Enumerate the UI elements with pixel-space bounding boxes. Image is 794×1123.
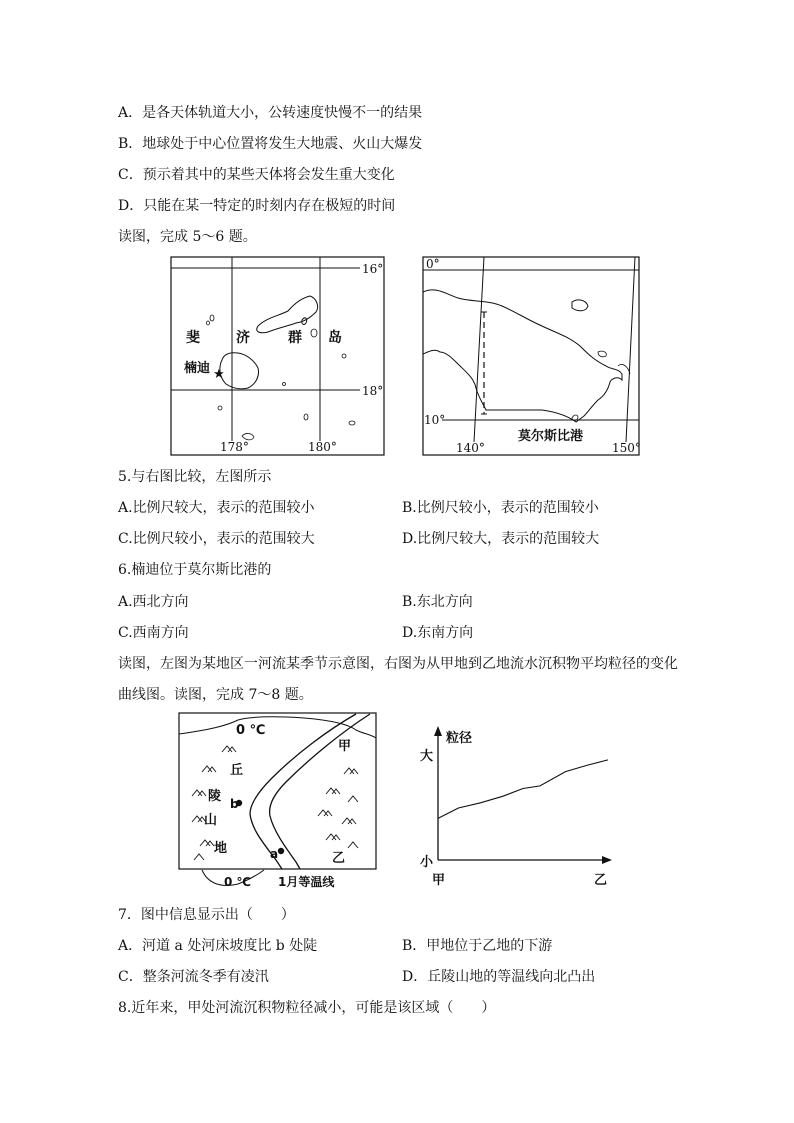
- port-label: 莫尔斯比港: [518, 429, 584, 444]
- lat-label-top: 16°: [362, 262, 384, 276]
- lon-label-right-right: 150°: [612, 441, 641, 455]
- q6-option-a: A.西北方向: [118, 594, 189, 610]
- point-a: [278, 848, 284, 854]
- y-axis-arrow: [434, 726, 442, 736]
- label-point-b: b: [230, 797, 239, 811]
- q5-stem: 5.与右图比较，左图所示: [118, 469, 272, 485]
- q7-option-d: D．丘陵山地的等温线向北凸出: [402, 969, 596, 985]
- star-icon: ★: [213, 367, 225, 382]
- lon-label-left-right: 140°: [456, 441, 485, 455]
- label-qun: 群: [288, 330, 302, 346]
- x-end-label: 乙: [594, 873, 608, 888]
- river-map: [178, 712, 378, 892]
- label-fei: 斐: [186, 330, 200, 346]
- fiji-map: [170, 256, 385, 456]
- isotherm-zero-bottom: 0 ℃: [224, 875, 252, 889]
- label-qiu: 丘: [230, 763, 244, 778]
- label-ji: 济: [236, 330, 250, 346]
- chart-axes: [434, 726, 612, 864]
- intro-5-6: 读图，完成 5～6 题。: [118, 229, 257, 245]
- label-ling: 陵: [208, 789, 222, 804]
- q6-stem: 6.楠迪位于莫尔斯比港的: [118, 562, 272, 578]
- lat-label-top-right: 0°: [426, 257, 440, 271]
- q5-option-c: C.比例尺较小，表示的范围较大: [118, 531, 315, 547]
- intro-7-8-line1: 读图，左图为某地区一河流某季节示意图，右图为从甲地到乙地流水沉积物平均粒径的变化: [118, 656, 678, 672]
- island-viti-levu: [220, 353, 259, 389]
- lat-label-bottom-right: 10°: [424, 413, 446, 427]
- grain-size-chart: [418, 720, 618, 890]
- city-nadi: 楠迪: [184, 361, 211, 376]
- label-point-a: a: [270, 847, 279, 861]
- q5-option-a: A.比例尺较大，表示的范围较小: [118, 500, 315, 516]
- q7-option-b: B．甲地位于乙地的下游: [402, 938, 553, 954]
- x-start-label: 甲: [432, 873, 446, 888]
- q5-option-d: D.比例尺较大，表示的范围较大: [402, 531, 600, 547]
- label-shan: 山: [204, 813, 218, 828]
- q7-stem: 7．图中信息显示出（ ）: [118, 907, 295, 923]
- lon-label-right: 180°: [308, 440, 337, 454]
- coastline-new-guinea: [423, 290, 622, 422]
- isotherm-zero-top: 0 ℃: [236, 723, 266, 738]
- label-jia: 甲: [338, 739, 352, 754]
- label-dao: 岛: [328, 330, 342, 346]
- river-bank-left: [250, 714, 356, 869]
- y-axis-label: 粒径: [446, 731, 473, 746]
- isotherm-label: 1月等温线: [278, 875, 335, 889]
- grain-size-line: [438, 760, 608, 819]
- label-di: 地: [214, 841, 228, 856]
- lon-label-left: 178°: [220, 440, 249, 454]
- label-yi: 乙: [332, 851, 346, 866]
- q7-option-c: C．整条河流冬季有凌汛: [118, 969, 269, 985]
- x-axis-arrow: [602, 856, 612, 864]
- q5-option-b: B.比例尺较小，表示的范围较小: [402, 500, 599, 516]
- q4-option-b: B．地球处于中心位置将发生大地震、火山大爆发: [118, 136, 423, 152]
- q6-option-d: D.东南方向: [402, 625, 474, 641]
- island-vanua-levu: [257, 296, 318, 333]
- png-map: [422, 256, 640, 456]
- q4-option-a: A．是各天体轨道大小，公转速度快慢不一的结果: [118, 105, 423, 121]
- q4-option-c: C．预示着其中的某些天体将会发生重大变化: [118, 167, 395, 183]
- q6-option-c: C.西南方向: [118, 625, 189, 641]
- q7-option-a: A．河道 a 处河床坡度比 b 处陡: [118, 938, 318, 954]
- q8-stem: 8.近年来，甲处河流沉积物粒径减小，可能是该区域（ ）: [118, 1000, 496, 1016]
- q6-option-b: B.东北方向: [402, 594, 473, 610]
- intro-7-8-line2: 曲线图。读图，完成 7～8 题。: [118, 687, 313, 703]
- lat-label-bottom: 18°: [362, 384, 384, 398]
- y-top-label: 大: [420, 749, 434, 764]
- q4-option-d: D．只能在某一特定的时刻内存在极短的时间: [118, 198, 396, 214]
- y-bottom-label: 小: [420, 855, 434, 870]
